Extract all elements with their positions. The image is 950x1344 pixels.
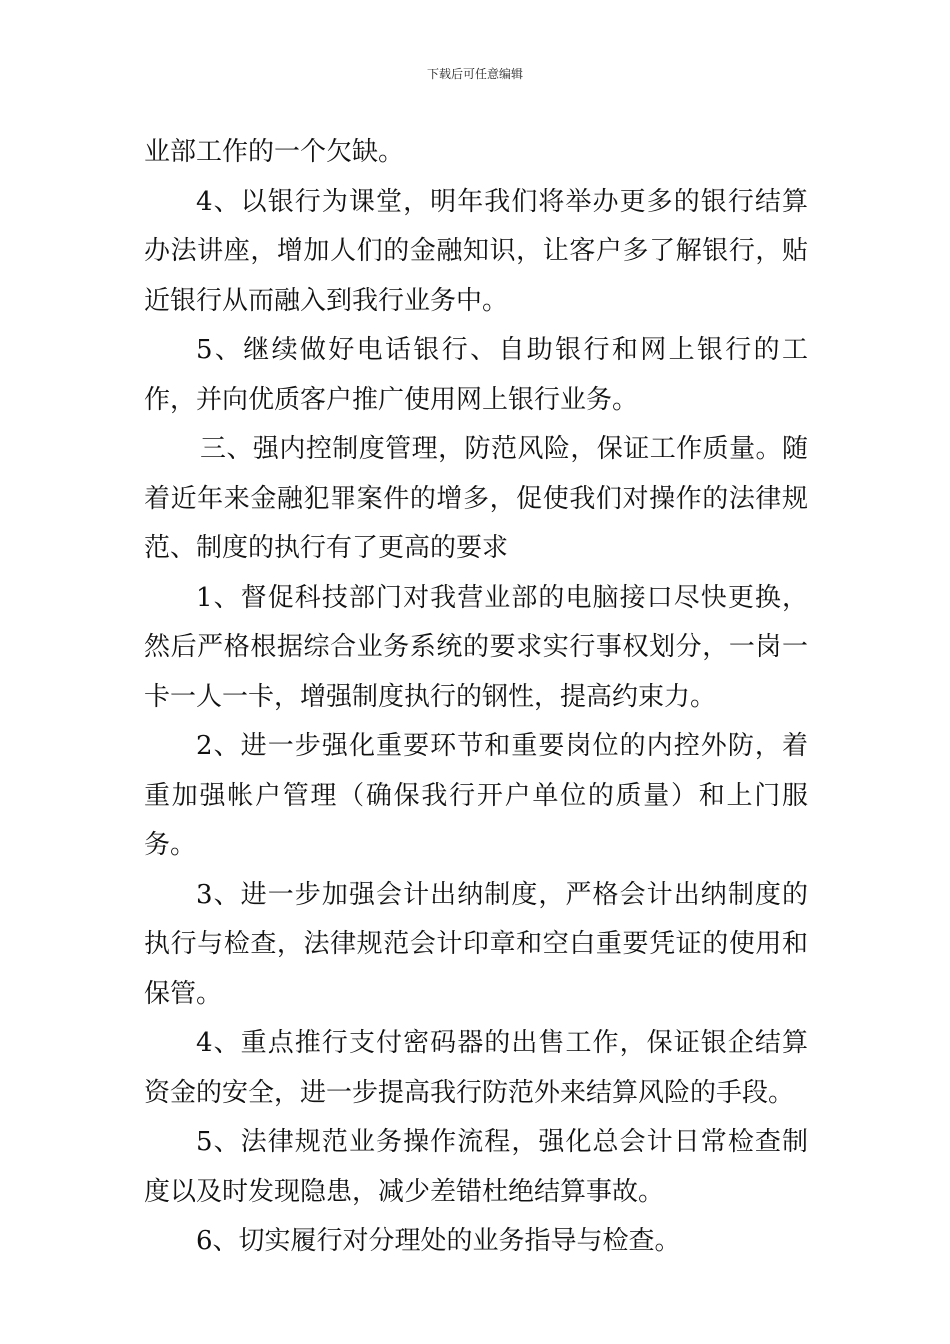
- paragraph-item-3: 3、进一步加强会计出纳制度，严格会计出纳制度的执行与检查，法律规范会计印章和空白重要凭证的使用和保管。: [144, 879, 808, 1009]
- page-header-note: 下载后可任意编辑: [426, 67, 523, 81]
- paragraph-item-4: 4、以银行为课堂，明年我们将举办更多的银行结算办法讲座，增加人们的金融知识，让客户多了解银行，贴近银行从而融入到我行业务中。: [144, 186, 808, 316]
- document-body: [144, 128, 808, 1267]
- paragraph-item-5b: 5、法律规范业务操作流程，强化总会计日常检查制度以及时发现隐患，减少差错杜绝结算事故。: [144, 1127, 808, 1207]
- section-heading-three: 三、强内控制度管理，防范风险，保证工作质量。随着近年来金融犯罪案件的增多，促使我们对操作的法律规范、制度的执行有了更高的要求: [144, 434, 808, 563]
- paragraph-item-2: 2、进一步强化重要环节和重要岗位的内控外防，着重加强帐户管理（确保我行开户单位的质量）和上门服务。: [144, 731, 808, 860]
- paragraph-item-4b: 4、重点推行支付密码器的出售工作，保证银企结算资金的安全，进一步提高我行防范外来结算风险的手段。: [144, 1028, 808, 1108]
- paragraph-item-5: 5、继续做好电话银行、自助银行和网上银行的工作，并向优质客户推广使用网上银行业务。: [144, 335, 808, 415]
- paragraph-item-6: 6、切实履行对分理处的业务指导与检查。: [196, 1226, 681, 1256]
- paragraph-item-1: 1、督促科技部门对我营业部的电脑接口尽快更换，然后严格根据综合业务系统的要求实行事权划分，一岗一卡一人一卡，增强制度执行的钢性，提高约束力。: [144, 582, 808, 712]
- paragraph-continuation: 业部工作的一个欠缺。: [144, 137, 405, 167]
